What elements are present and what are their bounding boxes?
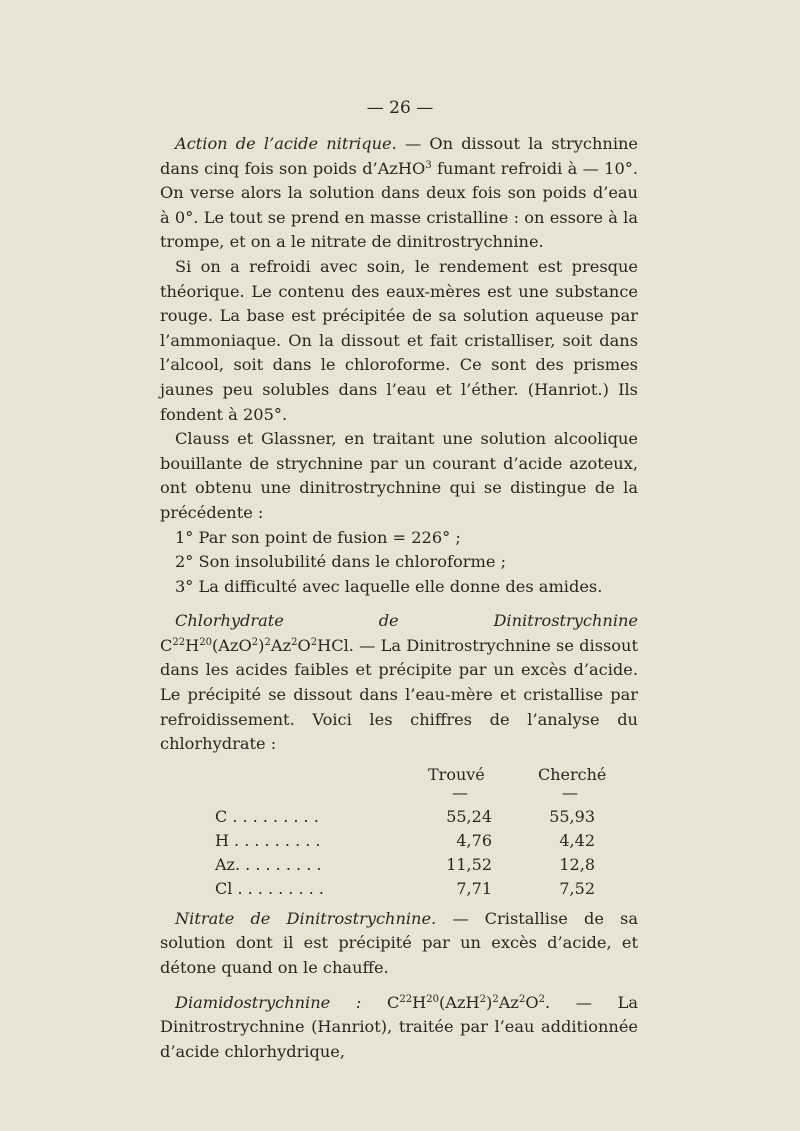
paragraph-nitric-acid: Action de l’acide nitrique. — On dissout la strychnine dans cinq fois son poids d’AzHO$^3$ fumant refroidi à — 10°. On verse alors la solution dans deux fois son poids d’eau à 0°. Le tout se prend en masse cristalline : on essore à la trompe, et on a le nitrate de dinitrostrychnine. (160, 134, 639, 252)
row-label: C . . . . . . . . . (215, 806, 319, 826)
row-found: 4,76 (456, 830, 492, 850)
header-calc: Cherché (538, 764, 607, 784)
table-row (160, 853, 638, 877)
row-label: H . . . . . . . . . (215, 830, 321, 850)
paragraph-yield: Si on a refroidi avec soin, le rendement est presque théorique. Le contenu des eaux-mères est une substance rouge. La base est précipitée de sa solution aqueuse par l’ammoniaque. On la dissout et fait cristalliser, soit dans l’alcool, soit dans le chloroforme. Ce sont des prismes jaunes peu solubles dans l’eau et l’éther. (Hanriot.) Ils fondent à 205°. (160, 256, 638, 424)
row-found: 55,24 (446, 806, 492, 826)
table-header-rule (160, 782, 638, 805)
section-title-chlorhydrate: Chlorhydrate de Dinitrostrychnine (175, 611, 638, 631)
list-item-1: 1° Par son point de fusion = 226° ; (175, 527, 461, 547)
paragraph-nitrate: Nitrate de Dinitrostrychnine. — Cristallise de sa solution dont il est précipité par un excès d’acide, et détone quand on le chauffe. (160, 908, 638, 978)
row-calc: 55,93 (549, 806, 595, 826)
table-row (160, 877, 638, 901)
section-title-nitric-acid: Action de l’acide nitrique. (175, 134, 397, 153)
table-row (160, 829, 638, 853)
section-title-diamido: Diamidostrychnine : (175, 992, 362, 1012)
page-number: — 26 — (366, 98, 434, 118)
row-calc: 4,42 (559, 830, 595, 850)
list-item-3: 3° La difficulté avec laquelle elle donne des amides. (175, 576, 603, 596)
list-item-2: 2° Son insolubilité dans le chloroforme ; (175, 552, 507, 572)
row-calc: 12,8 (559, 854, 595, 874)
row-found: 7,71 (456, 878, 492, 898)
row-label: Cl . . . . . . . . . (215, 878, 324, 898)
table-row (160, 805, 638, 829)
dash-calc: — (562, 782, 578, 802)
paragraph-clauss-glassner: Clauss et Glassner, en traitant une solution alcoolique bouillante de strychnine par un courant d’acide azoteux, ont obtenu une dinitrostrychnine qui se distingue de la précédente : (160, 429, 638, 522)
analysis-table (160, 763, 638, 901)
paragraph-diamido: Diamidostrychnine : $C^{22}H^{20}(AzH^2)^2Az^2O^2$. — La Dinitrostrychnine (Hanriot), traitée par l’eau additionnée d’acide chlorhydrique, (160, 992, 639, 1061)
body-text (160, 132, 638, 1064)
dash-found: — (452, 782, 468, 802)
row-calc: 7,52 (559, 878, 595, 898)
section-title-nitrate: Nitrate de Dinitrostrychnine. (175, 908, 437, 928)
header-found: Trouvé (428, 764, 485, 784)
row-label: Az. . . . . . . . . (215, 854, 322, 874)
row-found: 11,52 (446, 854, 492, 874)
paragraph-chlorhydrate: Chlorhydrate de Dinitrostrychnine $C^{22}H^{20}(AzO^2)^2Az^2O^2HCl$. — La Dinitrostrychnine se dissout dans les acides faibles et précipite par un excès d’acide. Le précipité se dissout dans l’eau-mère et cristallise par refroidissement. Voici les chiffres de l’analyse du chlorhydrate : (160, 611, 638, 754)
